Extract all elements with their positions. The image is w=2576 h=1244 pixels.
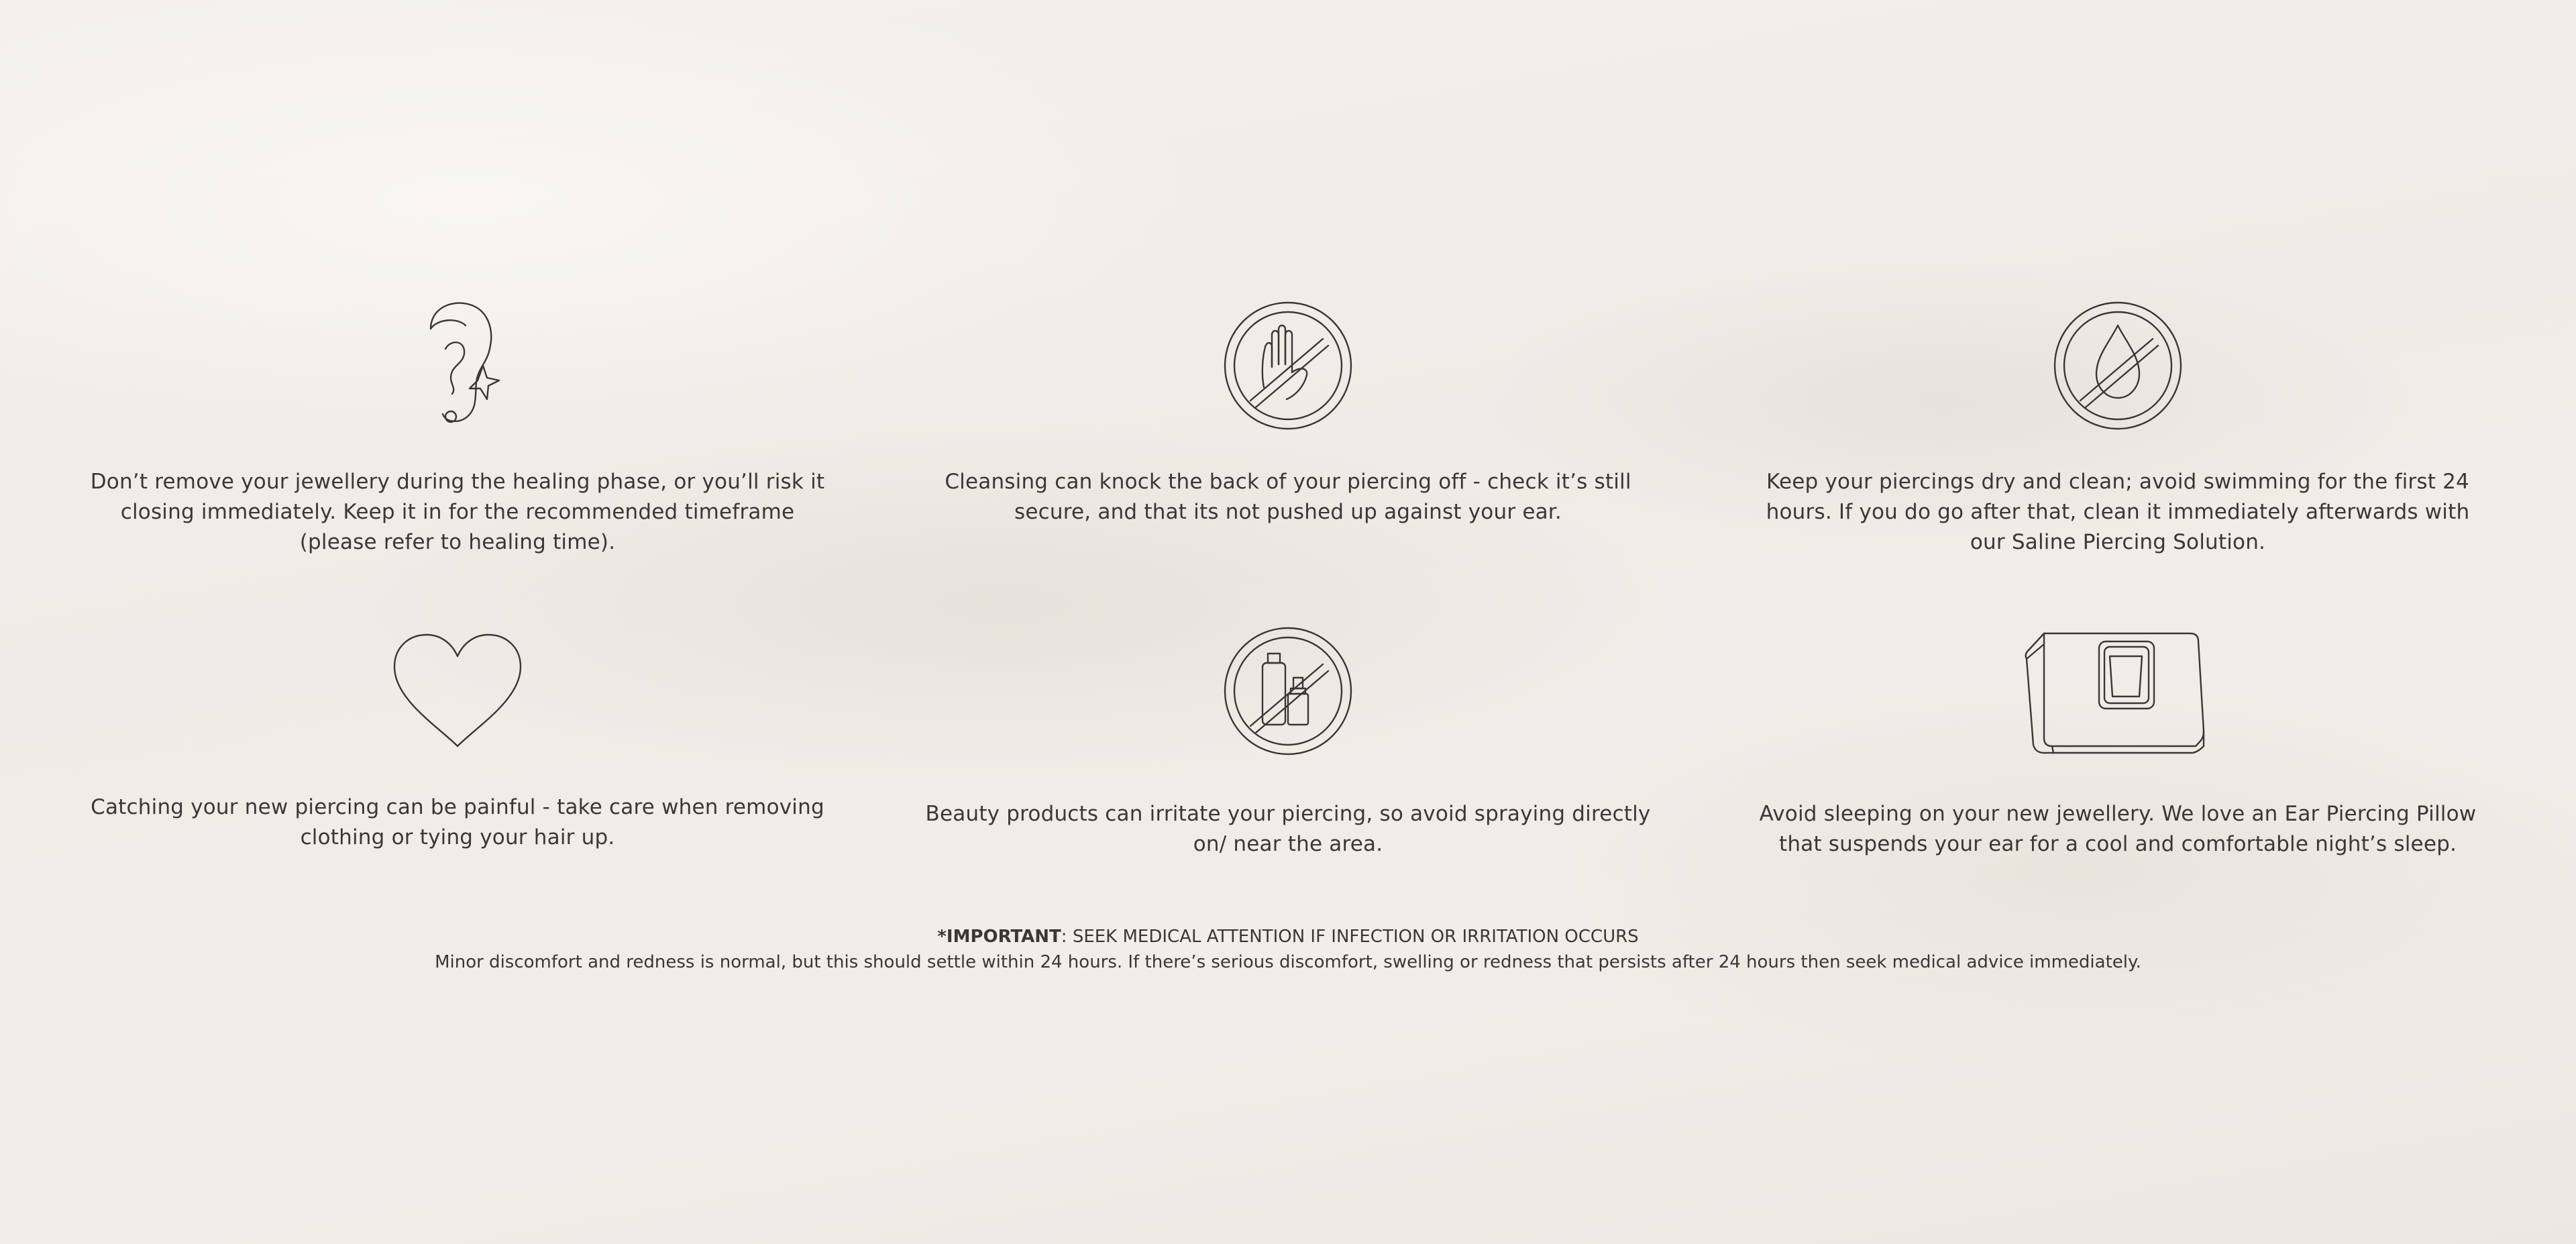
no-water-icon [2017, 295, 2218, 436]
tip-text: Catching your new piercing can be painful - take care when removing clothing or tying your hair up. [91, 795, 824, 849]
ear-sparkle-icon [357, 295, 558, 436]
tip-card-avoid-beauty-products [919, 621, 1657, 860]
important-heading-text: : SEEK MEDICAL ATTENTION IF INFECTION OR IRRITATION OCCURS [1061, 927, 1639, 947]
important-heading [0, 924, 2576, 949]
important-notice [0, 924, 2576, 975]
no-beauty-products-icon [1187, 621, 1389, 762]
heart-icon [357, 621, 558, 762]
tip-card-keep-jewellery-in [89, 295, 826, 558]
tip-card-take-care [89, 621, 826, 853]
important-label: *IMPORTANT [937, 927, 1061, 947]
tip-text: Don’t remove your jewellery during the healing phase, or you’ll risk it closing immediately. Keep it in for the recommended timeframe (please refer to healing time). [90, 470, 825, 554]
piercing-pillow-icon [2017, 621, 2218, 762]
tip-text: Cleansing can knock the back of your piercing off - check it’s still secure, and that its not pushed up against your ear. [945, 470, 1631, 524]
important-body: Minor discomfort and redness is normal, but this should settle within 24 hours. If there’s serious discomfort, swelling or redness that persists after 24 hours then seek medical advice immediately. [435, 952, 2141, 972]
tip-text: Keep your piercings dry and clean; avoid swimming for the first 24 hours. If you do go after that, clean it immediately afterwards with our Saline Piercing Solution. [1766, 470, 2470, 554]
tip-card-piercing-pillow [1749, 621, 2487, 860]
tip-card-keep-dry [1749, 295, 2487, 558]
no-touch-icon [1187, 295, 1389, 436]
tip-text: Avoid sleeping on your new jewellery. We love an Ear Piercing Pillow that suspends your ear for a cool and comfortable night’s sleep. [1759, 802, 2477, 856]
tip-text: Beauty products can irritate your piercing, so avoid spraying directly on/ near the area. [925, 802, 1651, 856]
tip-card-check-piercing-secure [919, 295, 1657, 527]
